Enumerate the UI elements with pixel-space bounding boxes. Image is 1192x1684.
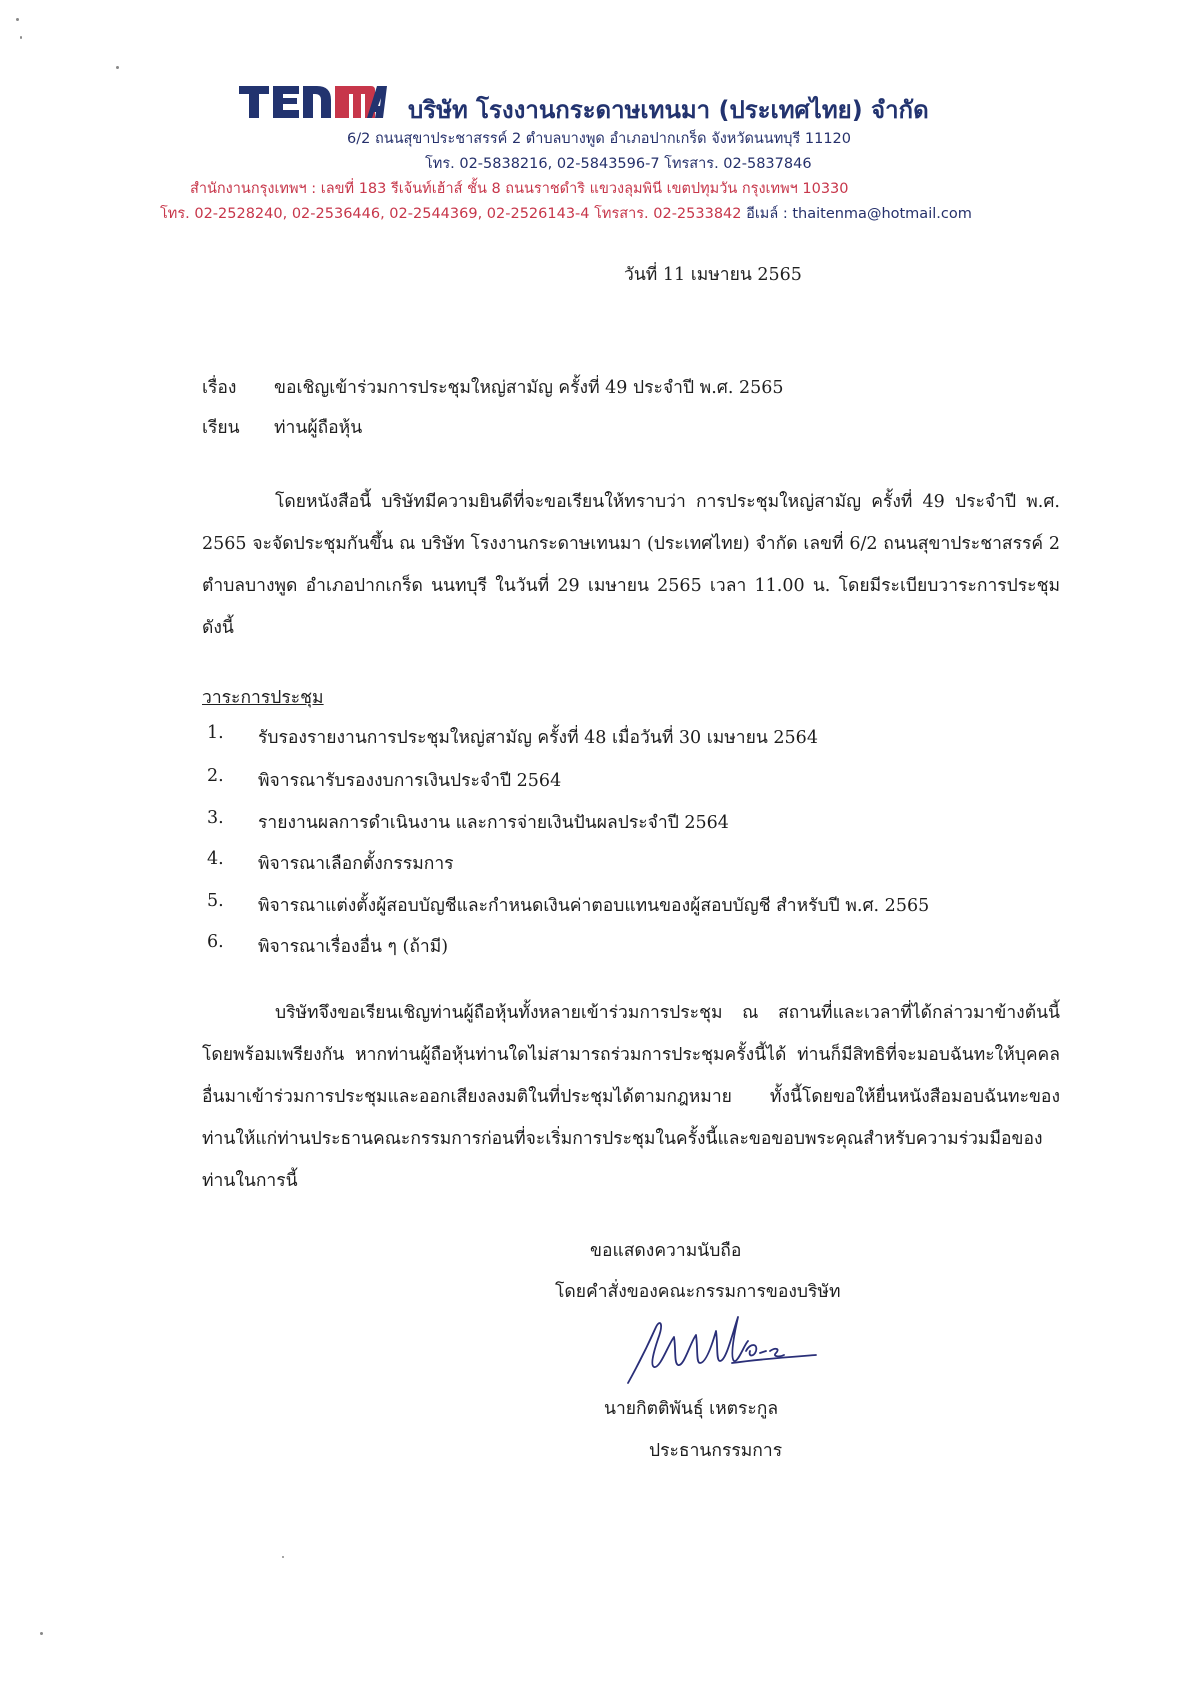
bangkok-office-address: สำนักงานกรุงเทพฯ : เลขที่ 183 รีเจ้นท์เฮ้าส์ ชั้น 8 ถนนราชดำริ แขวงลุมพินี เขตปทุมวัน กรุงเทพฯ 10330 xyxy=(190,181,849,197)
agenda-item-text: พิจารณาเลือกตั้งกรรมการ xyxy=(258,854,454,874)
email-address[interactable]: thaitenma@hotmail.com xyxy=(792,206,972,222)
factory-address: 6/2 ถนนสุขาประชาสรรค์ 2 ตำบลบางพูด อำเภอปากเกร็ด จังหวัดนนทบุรี 11120 xyxy=(347,131,851,147)
agenda-item-number: 6. xyxy=(207,932,224,952)
agenda-item-number: 5. xyxy=(207,891,224,911)
letter-date: วันที่ 11 เมษายน 2565 xyxy=(624,265,802,285)
recipient-text: ท่านผู้ถือหุ้น xyxy=(274,418,363,438)
handwritten-signature xyxy=(620,1305,820,1395)
complimentary-close: ขอแสดงความนับถือ xyxy=(590,1241,742,1261)
tenma-logo xyxy=(237,82,389,122)
agenda-item-number: 2. xyxy=(207,766,224,786)
recipient-label: เรียน xyxy=(202,418,240,438)
bangkok-office-contact xyxy=(160,202,972,225)
closing-paragraph xyxy=(202,992,1060,1202)
agenda-item-text: พิจารณารับรองงบการเงินประจำปี 2564 xyxy=(258,771,562,791)
bangkok-phone-fax: โทร. 02-2528240, 02-2536446, 02-2544369, 02-2526143-4 โทรสาร. 02-2533842 xyxy=(160,206,742,222)
subject-text: ขอเชิญเข้าร่วมการประชุมใหญ่สามัญ ครั้งที่ 49 ประจำปี พ.ศ. 2565 xyxy=(274,378,784,398)
subject-label: เรื่อง xyxy=(202,378,237,398)
agenda-item-text: พิจารณาแต่งตั้งผู้สอบบัญชีและกำหนดเงินค่าตอบแทนของผู้สอบบัญชี สำหรับปี พ.ศ. 2565 xyxy=(258,896,930,916)
agenda-item-text: พิจารณาเรื่องอื่น ๆ (ถ้ามี) xyxy=(258,937,449,957)
signer-name: นายกิตติพันธุ์ เหตระกูล xyxy=(604,1399,779,1419)
agenda-title: วาระการประชุม xyxy=(202,688,324,708)
factory-contact: โทร. 02-5838216, 02-5843596-7 โทรสาร. 02-5837846 xyxy=(425,156,812,172)
by-order-line: โดยคำสั่งของคณะกรรมการของบริษัท xyxy=(555,1282,841,1302)
intro-text: โดยหนังสือนี้ บริษัทมีความยินดีที่จะขอเรียนให้ทราบว่า การประชุมใหญ่สามัญ ครั้งที่ 49 ประจำปี พ.ศ. 2565 จะจัดประชุมกันขึ้น ณ บริษัท โรงงานกระดาษเทนมา (ประเทศไทย) จำกัด เลขที่ 6/2 ถนนสุขาประชาสรรค์ 2 ตำบลบางพูด อำเภอปากเกร็ด นนทบุรี ในวันที่ 29 เมษายน 2565 เวลา 11.00 น. โดยมีระเบียบวาระการประชุม ดังนี้ xyxy=(202,492,1060,638)
email-label: อีเมล์ : xyxy=(746,206,793,222)
agenda-item-number: 3. xyxy=(207,808,224,828)
agenda-item-text: รับรองรายงานการประชุมใหญ่สามัญ ครั้งที่ 48 เมื่อวันที่ 30 เมษายน 2564 xyxy=(258,728,818,748)
company-name: บริษัท โรงงานกระดาษเทนมา (ประเทศไทย) จำกัด xyxy=(408,96,929,124)
agenda-item-number: 4. xyxy=(207,849,224,869)
intro-paragraph xyxy=(202,481,1060,649)
closing-text: บริษัทจึงขอเรียนเชิญท่านผู้ถือหุ้นทั้งหลายเข้าร่วมการประชุม ณ สถานที่และเวลาที่ได้กล่าวมาข้างต้นนี้ โดยพร้อมเพรียงกัน หากท่านผู้ถือหุ้นท่านใดไม่สามารถร่วมการประชุมครั้งนี้ได้ ท่านก็มีสิทธิที่จะมอบฉันทะให้บุคคลอื่นมาเข้าร่วมการประชุมและออกเสียงลงมติในที่ประชุมได้ตามกฎหมาย ทั้งนี้โดยขอให้ยื่นหนังสือมอบฉันทะของท่านให้แก่ท่านประธานคณะกรรมการก่อนที่จะเริ่มการประชุมในครั้งนี้และขอขอบพระคุณสำหรับความร่วมมือของท่านในการนี้ xyxy=(202,1003,1060,1191)
agenda-item-number: 1. xyxy=(207,723,224,743)
signer-title: ประธานกรรมการ xyxy=(649,1441,783,1461)
agenda-item-text: รายงานผลการดำเนินงาน และการจ่ายเงินปันผลประจำปี 2564 xyxy=(258,813,729,833)
